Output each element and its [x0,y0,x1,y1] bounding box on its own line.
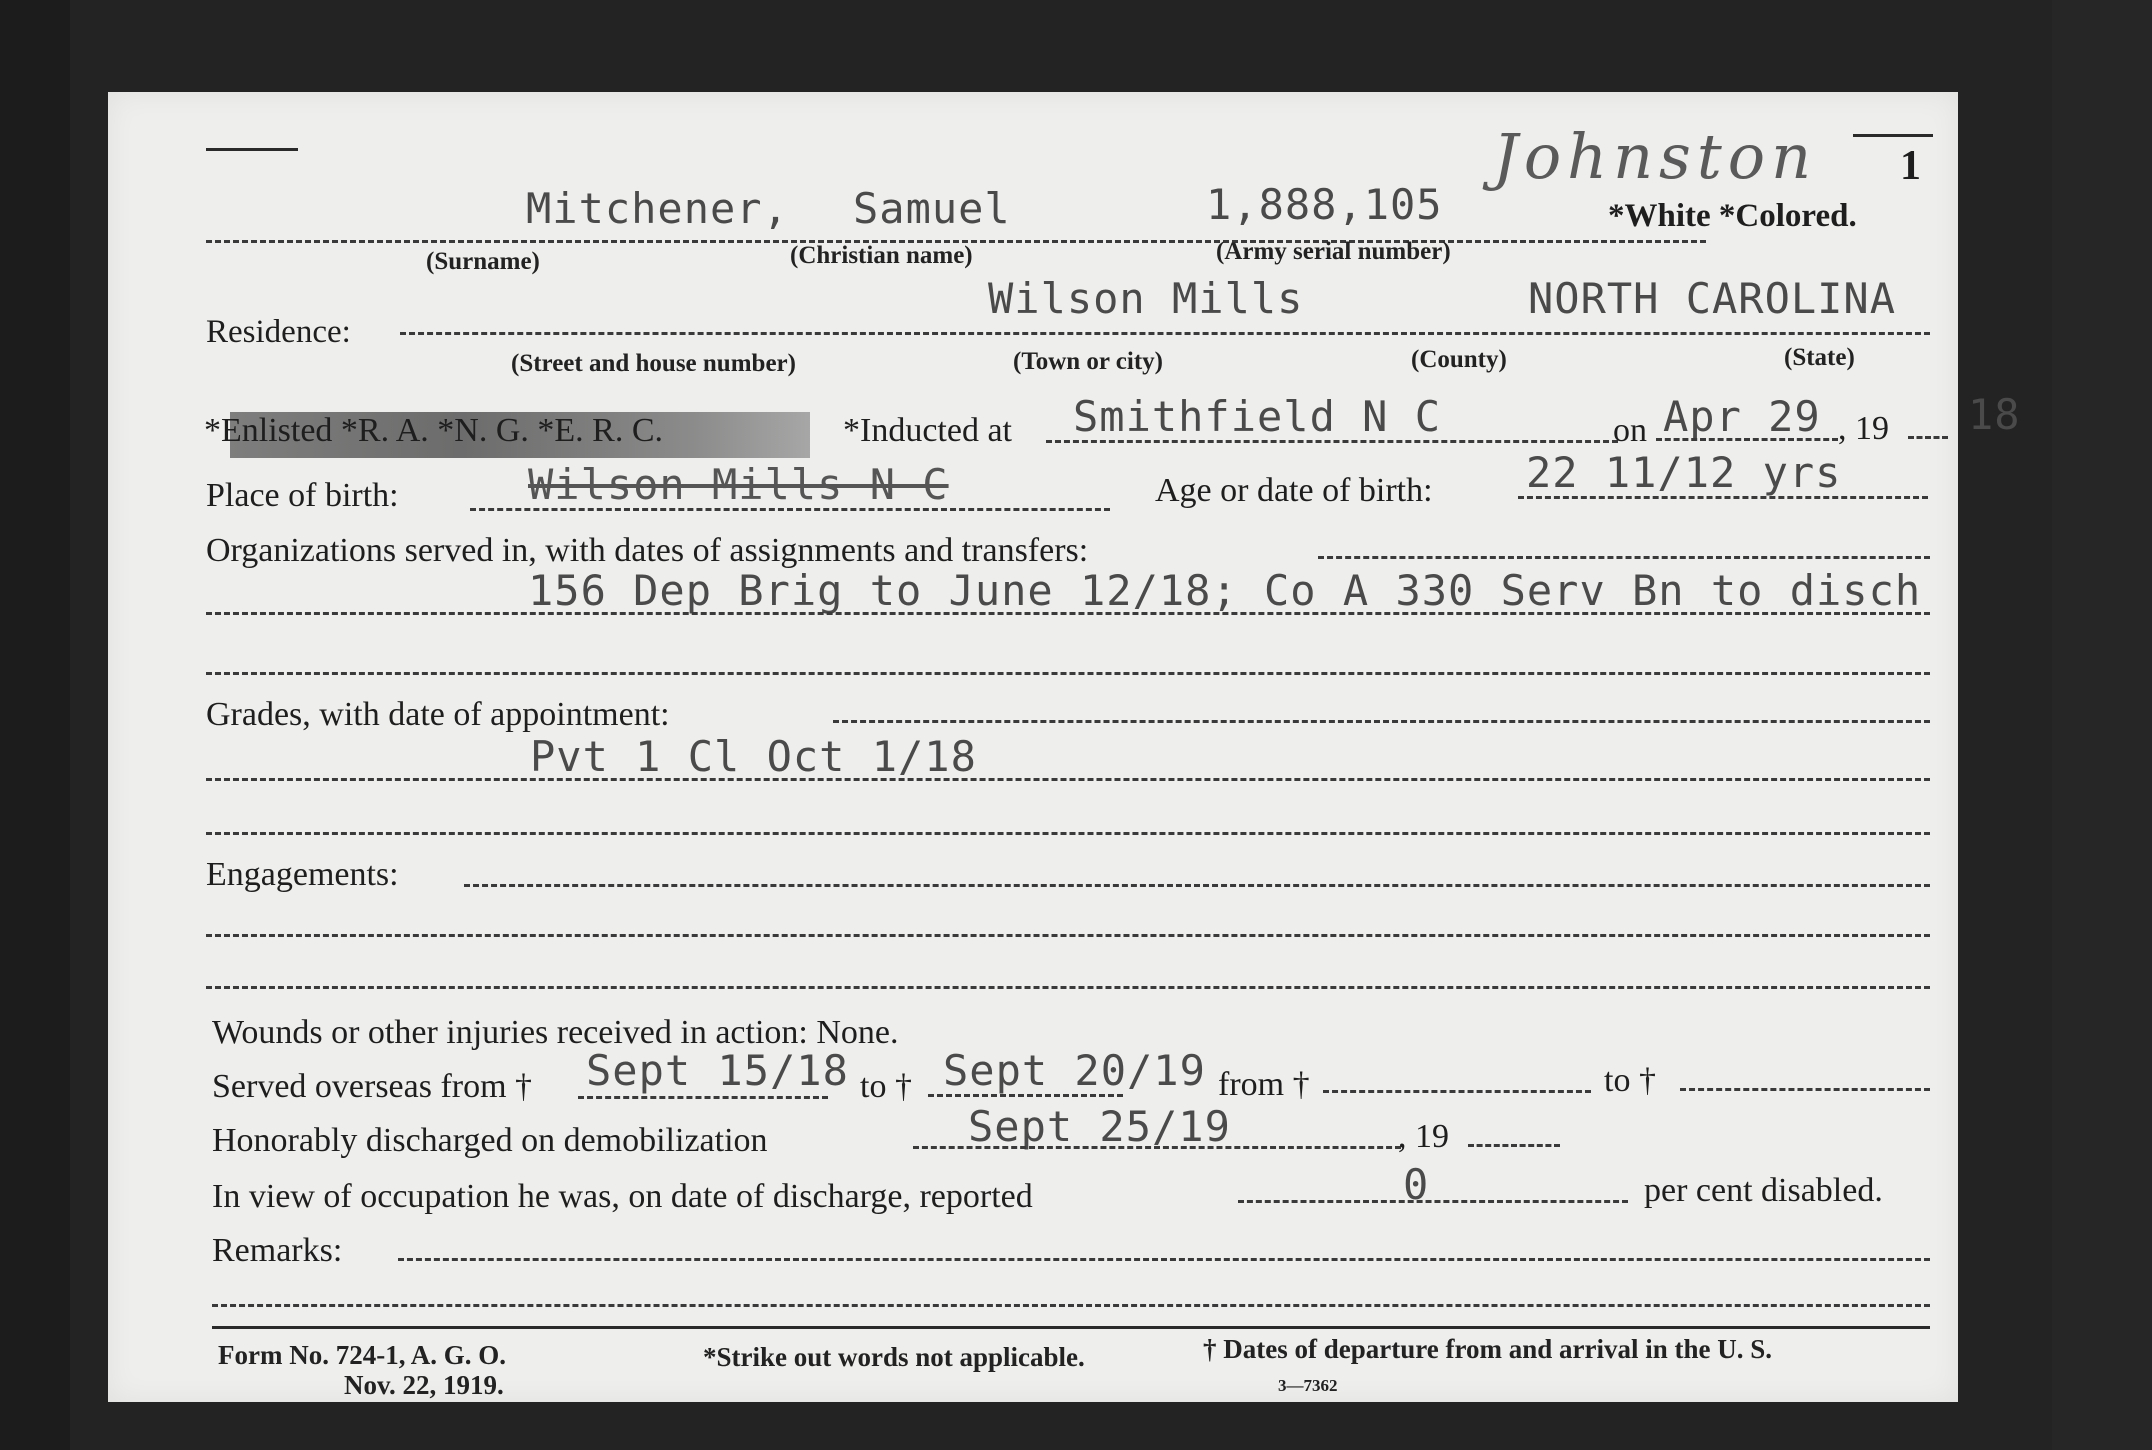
organizations-line-0 [1318,556,1930,559]
age-value: 22 11/12 yrs [1526,448,1842,497]
county-caption: (County) [1411,346,1507,373]
occupation-label: In view of occupation he was, on date of discharge, reported [212,1178,1033,1215]
form-number: Form No. 724-1, A. G. O. [218,1340,506,1370]
serial-number-value: 1,888,105 [1206,180,1443,229]
residence-town-value: Wilson Mills [988,274,1304,323]
serial-number-caption: (Army serial number) [1216,238,1451,265]
engagements-line-2 [206,986,1930,989]
strike-note: *Strike out words not applicable. [703,1342,1085,1372]
christian-name-value: Samuel [853,184,1011,233]
discharge-year-label: , 19 [1398,1118,1449,1155]
engagements-label: Engagements: [206,856,399,893]
inducted-at-value: Smithfield N C [1073,392,1442,441]
state-caption: (State) [1784,344,1855,371]
age-label: Age or date of birth: [1155,472,1433,509]
overseas-from2-line [1323,1090,1591,1093]
birth-place-label: Place of birth: [206,477,399,514]
scan-background-left [0,0,70,1450]
age-line [1518,496,1928,499]
top-left-rule [206,148,298,151]
disability-value: 0 [1403,1160,1430,1209]
county-handwritten: Johnston [1493,120,1818,193]
overseas-to2-line [1680,1088,1930,1091]
disability-line [1238,1200,1628,1203]
birth-place-value: Wilson Mills N C [528,460,949,509]
dagger-note: † Dates of departure from and arrival in the U. S. [1203,1334,1772,1364]
discharge-label: Honorably discharged on demobilization [212,1122,768,1159]
inducted-year-line [1908,436,1948,439]
form-date: Nov. 22, 1919. [344,1370,504,1400]
scan-background-right [2052,0,2152,1450]
year-prefix: , 19 [1838,410,1889,447]
surname-caption: (Surname) [426,248,540,275]
overseas-to2-label: to † [1604,1062,1656,1099]
wounds-label: Wounds or other injuries received in action: None. [212,1014,899,1051]
grades-value: Pvt 1 Cl Oct 1/18 [530,732,977,781]
discharge-date-value: Sept 25/19 [968,1102,1231,1151]
surname-value: Mitchener, [526,184,789,233]
town-caption: (Town or city) [1013,348,1163,375]
overseas-to-value: Sept 20/19 [943,1046,1206,1095]
race-options: *White *Colored. [1608,198,1857,234]
remarks-label: Remarks: [212,1232,343,1269]
remarks-line-1 [212,1304,1930,1307]
grades-line-0 [833,720,1930,723]
enlisted-options: *Enlisted *R. A. *N. G. *E. R. C. [204,412,664,449]
service-record-card [108,92,2021,1402]
inducted-date-value: Apr 29 [1663,392,1821,441]
overseas-from2-label: from † [1218,1066,1310,1103]
card-number-rule [1853,134,1933,137]
overseas-from-value: Sept 15/18 [586,1046,849,1095]
on-label: on [1613,412,1647,449]
discharge-date-line [913,1146,1401,1149]
engagements-line-1 [206,934,1930,937]
grades-line-2 [206,832,1930,835]
overseas-to-label: to † [860,1068,912,1105]
organizations-line-2 [206,672,1930,675]
organizations-value: 156 Dep Brig to June 12/18; Co A 330 Serv Bn to disch [528,566,1922,615]
inducted-label: *Inducted at [843,412,1012,449]
residence-state-value: NORTH CAROLINA [1528,274,1897,323]
remarks-line-0 [398,1258,1930,1261]
discharge-year-line [1468,1144,1560,1147]
overseas-from-line [578,1096,828,1099]
disabled-label: per cent disabled. [1644,1172,1883,1209]
overseas-label: Served overseas from † [212,1068,533,1105]
grades-label: Grades, with date of appointment: [206,696,670,733]
card-number: 1 [1900,143,1921,189]
organizations-line-1 [206,612,1930,615]
organizations-label: Organizations served in, with dates of assignments and transfers: [206,532,1089,569]
residence-line [400,332,1930,335]
residence-label: Residence: [206,314,351,350]
engagements-line-0 [464,884,1930,887]
inducted-line [1046,440,1618,443]
inducted-year-value: 18 [1968,390,2021,439]
print-code: 3—7362 [1278,1376,1338,1395]
birth-place-line [470,508,1110,511]
footer-rule [212,1326,1930,1329]
grades-line-1 [206,778,1930,781]
overseas-to-line [928,1094,1123,1097]
christian-name-caption: (Christian name) [790,242,973,269]
inducted-date-line [1656,438,1838,441]
street-caption: (Street and house number) [511,350,796,377]
